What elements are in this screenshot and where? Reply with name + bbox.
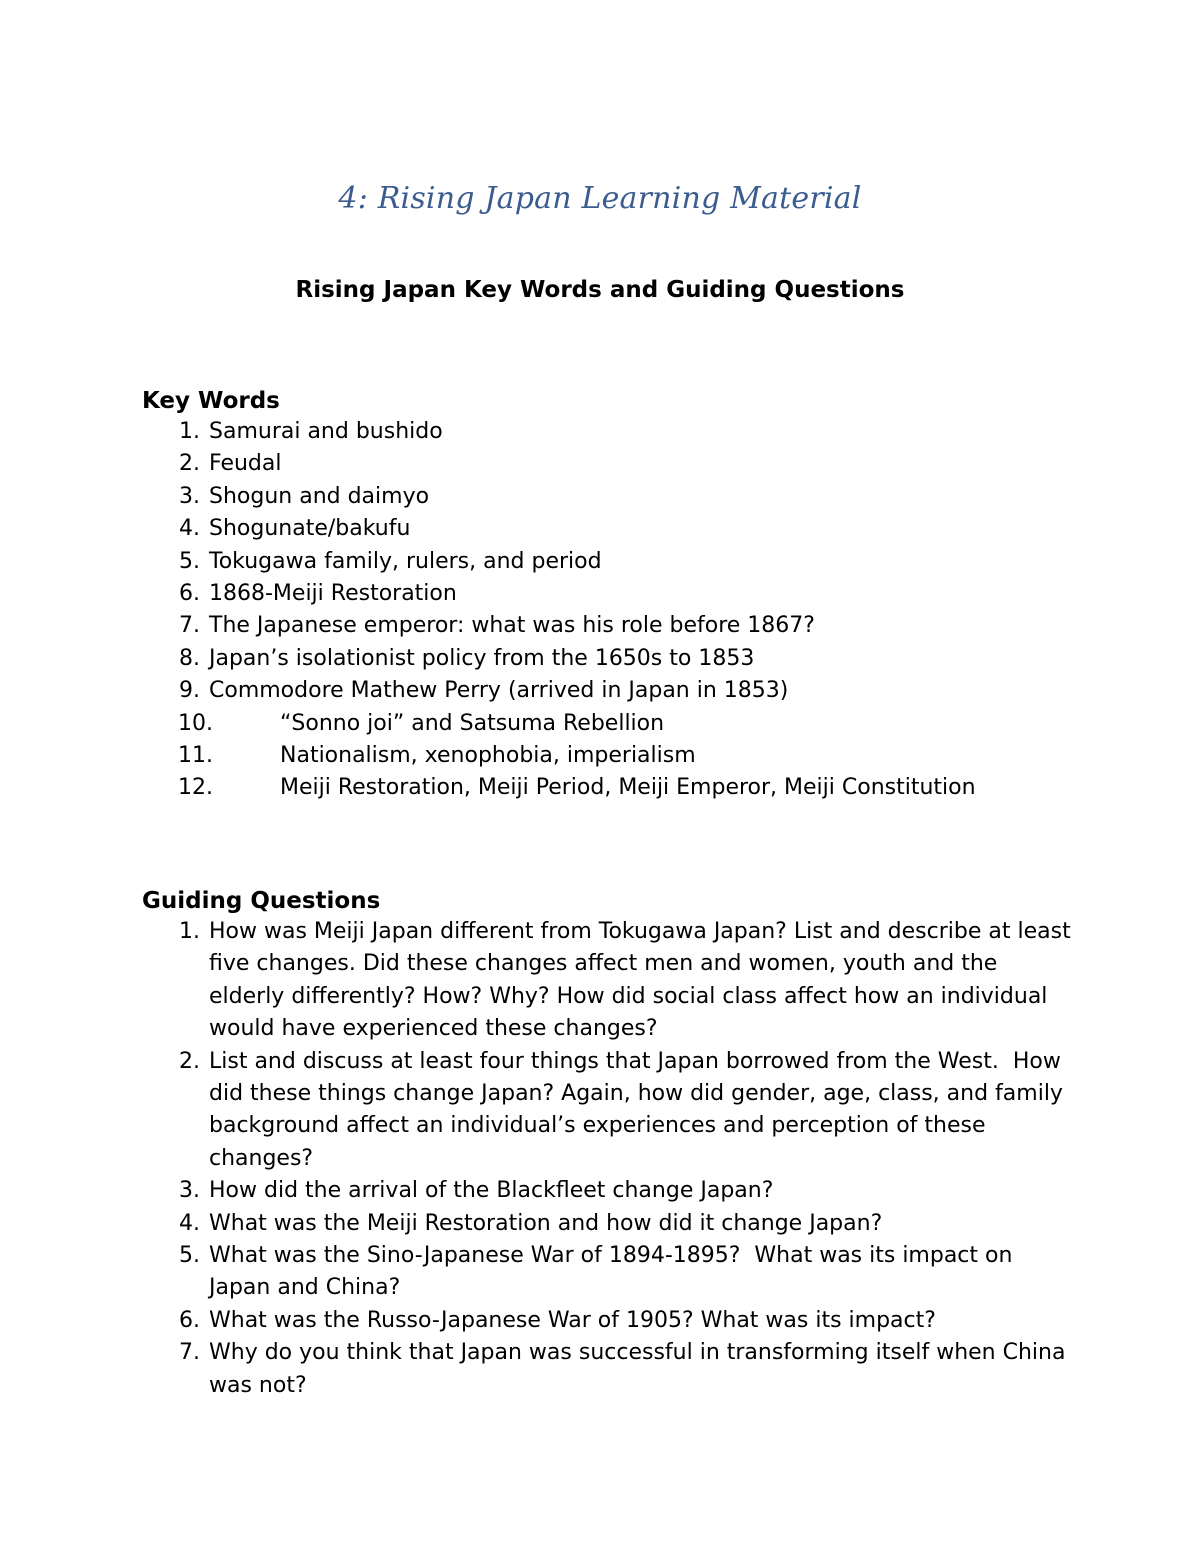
list-item-text: List and discuss at least four things that Japan borrowed from the West. How did these things change Japan? Again, how did gender, age, class, and family background affect an individual’s experiences and perception of these changes? (209, 1048, 1070, 1171)
list-item (142, 513, 1072, 545)
list-marker: 8. (179, 645, 200, 671)
list-marker: 2. (179, 451, 200, 477)
list-item (142, 643, 1072, 675)
list-marker: 12. (178, 775, 213, 801)
list-item (142, 772, 1072, 804)
list-marker: 4. (179, 516, 200, 542)
list-item (142, 610, 1072, 642)
list-item-text: What was the Russo-Japanese War of 1905? What was its impact? (209, 1307, 936, 1333)
list-marker: 6. (179, 581, 200, 607)
list-marker: 3. (179, 1178, 200, 1204)
list-item-text: Feudal (209, 451, 282, 477)
list-item (142, 481, 1072, 513)
list-item (142, 675, 1072, 707)
list-item-text: 1868-Meiji Restoration (209, 581, 457, 607)
list-marker: 1. (179, 919, 200, 944)
page-title: 4: Rising Japan Learning Material (338, 181, 862, 217)
list-marker: 3. (179, 483, 200, 509)
list-item-text: Tokugawa family, rulers, and period (209, 548, 602, 574)
guiding-questions-list (142, 916, 1078, 1402)
list-marker: 1. (179, 419, 200, 444)
list-item-text: Samurai and bushido (209, 419, 443, 444)
list-marker: 4. (179, 1210, 200, 1236)
list-marker: 9. (179, 678, 200, 704)
list-item-text: How was Meiji Japan different from Tokugawa Japan? List and describe at least five changes. Did these changes affect men and women, youth and the elderly differently? How? Why? How did social class affect how an individual would have experienced these changes? (209, 919, 1078, 1042)
list-item-text: Nationalism, xenophobia, imperialism (280, 743, 696, 769)
list-item (142, 1046, 1072, 1176)
list-item-text: How did the arrival of the Blackfleet change Japan? (209, 1178, 774, 1204)
list-item (142, 578, 1072, 610)
list-item-text: Shogunate/bakufu (209, 516, 411, 542)
list-item (142, 1305, 1072, 1337)
list-item-text: Why do you think that Japan was successful in transforming itself when China was not? (209, 1340, 1073, 1398)
list-item-text: Commodore Mathew Perry (arrived in Japan in 1853) (209, 678, 789, 704)
list-item (142, 546, 1072, 578)
list-item-text: Japan’s isolationist policy from the 1650s to 1853 (209, 645, 755, 671)
list-marker: 5. (179, 548, 200, 574)
list-item (142, 448, 1072, 480)
list-marker: 2. (179, 1048, 200, 1074)
list-item-text: Meiji Restoration, Meiji Period, Meiji Emperor, Meiji Constitution (280, 775, 976, 801)
list-marker: 6. (179, 1307, 200, 1333)
document-subtitle: Rising Japan Key Words and Guiding Questions (295, 277, 905, 304)
section-heading-key-words: Key Words (142, 388, 280, 414)
list-marker: 11. (178, 743, 213, 769)
list-marker: 5. (179, 1243, 200, 1269)
list-marker: 7. (179, 613, 200, 639)
list-marker: 10. (178, 710, 213, 736)
list-item (142, 1337, 1072, 1402)
key-words-list (142, 416, 1072, 805)
list-item-text: Shogun and daimyo (209, 483, 430, 509)
list-item-text: The Japanese emperor: what was his role before 1867? (209, 613, 815, 639)
list-item (142, 916, 1078, 1046)
list-item (142, 708, 1072, 740)
list-item (142, 1240, 1072, 1305)
list-item (142, 1175, 1072, 1207)
list-item (142, 416, 1072, 448)
list-item-text: What was the Meiji Restoration and how did it change Japan? (209, 1210, 883, 1236)
list-item-text: What was the Sino-Japanese War of 1894-1895? What was its impact on Japan and China? (209, 1243, 1020, 1301)
list-item (142, 740, 1072, 772)
list-item-text: “Sonno joi” and Satsuma Rebellion (280, 710, 665, 736)
list-item (142, 1208, 1072, 1240)
section-heading-guiding-questions: Guiding Questions (142, 888, 381, 914)
list-marker: 7. (179, 1340, 200, 1366)
